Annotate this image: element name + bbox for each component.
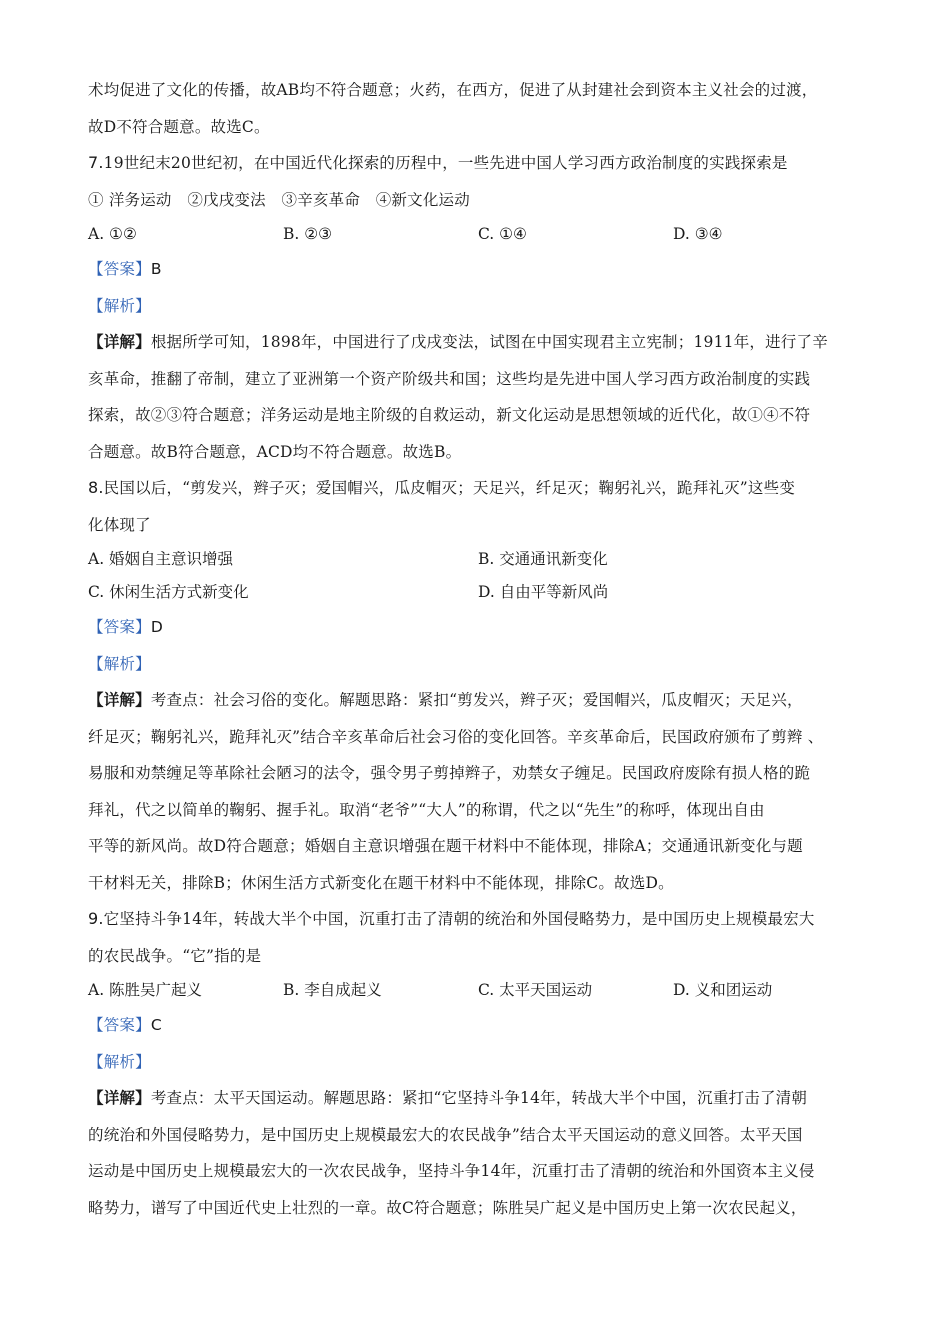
detail-line: 易服和劝禁缠足等革除社会陋习的法令，强令男子剪掉辫子，劝禁女子缠足。民国政府废除有损人格的跪 xyxy=(88,764,811,782)
question-7-options xyxy=(88,218,868,251)
analysis-tag: 【解析】 xyxy=(88,654,151,673)
question-number: 8. xyxy=(88,478,104,497)
detail-line: 略势力，谱写了中国近代史上壮烈的一章。故C符合题意；陈胜吴广起义是中国历史上第一次农民起义， xyxy=(88,1198,807,1217)
continuation-line: 术均促进了文化的传播，故AB均不符合题意；火药，在西方，促进了从封建社会到资本主义社会的过渡， xyxy=(88,81,818,99)
option-a: A. 陈胜吴广起义 xyxy=(88,981,203,999)
continuation-line: 故D不符合题意。故选C。 xyxy=(88,117,270,136)
detail-line: 运动是中国历史上规模最宏大的一次农民战争，坚持斗争14年，沉重打击了清朝的统治和外国资本主义侵 xyxy=(88,1162,815,1180)
question-8-stem-cont: 化体现了 xyxy=(88,515,151,534)
detail-tag: 【详解】 xyxy=(88,1088,151,1107)
detail-line: 纤足灭；鞠躬礼兴，跪拜礼灭”结合辛亥革命后社会习俗的变化回答。辛亥革命后，民国政府颁布了剪辫 、 xyxy=(88,727,824,746)
question-8-options-row-2 xyxy=(88,576,868,609)
question-9-stem: 9.它坚持斗争14年，转战大半个中国，沉重打击了清朝的统治和外国侵略势力，是中国历史上规模最宏大 xyxy=(88,909,815,928)
document-page xyxy=(88,72,868,1226)
answer-line xyxy=(88,251,868,288)
option-d: D. ③④ xyxy=(673,225,723,243)
detail-line: 探索，故②③符合题意；洋务运动是地主阶级的自救运动，新文化运动是思想领域的近代化，故①④不符 xyxy=(88,406,811,424)
option-a: A. ①② xyxy=(88,225,137,243)
detail-line: 合题意。故B符合题意，ACD均不符合题意。故选B。 xyxy=(88,442,462,461)
question-7-stem: 7.19世纪末20世纪初，在中国近代化探索的历程中，一些先进中国人学习西方政治制度的实践探索是 xyxy=(88,153,788,172)
question-9-stem-cont: 的农民战争。“它”指的是 xyxy=(88,946,262,965)
option-d: D. 自由平等新风尚 xyxy=(478,583,609,601)
option-c: C. 休闲生活方式新变化 xyxy=(88,583,249,601)
detail-line: 平等的新风尚。故D符合题意；婚姻自主意识增强在题干材料中不能体现，排除A；交通通讯新变化与题 xyxy=(88,837,803,855)
detail-line: 【详解】根据所学可知，1898年，中国进行了戊戌变法，试图在中国实现君主立宪制；1911年，进行了辛 xyxy=(88,332,828,351)
detail-tag: 【详解】 xyxy=(88,332,151,351)
option-c: C. 太平天国运动 xyxy=(478,981,593,999)
option-b: B. 交通通讯新变化 xyxy=(478,550,608,568)
question-8-options-row-1 xyxy=(88,543,868,576)
option-b: B. 李自成起义 xyxy=(283,981,382,999)
answer-value: C xyxy=(150,1016,162,1034)
detail-line: 亥革命，推翻了帝制，建立了亚洲第一个资产阶级共和国；这些均是先进中国人学习西方政治制度的实践 xyxy=(88,369,811,388)
detail-line: 【详解】考查点：太平天国运动。解题思路：紧扣“它坚持斗争14年，转战大半个中国，沉重打击了清朝 xyxy=(88,1088,808,1107)
option-a: A. 婚姻自主意识增强 xyxy=(88,550,234,568)
answer-tag: 【答案】 xyxy=(88,618,151,636)
answer-line xyxy=(88,609,868,646)
detail-line: 【详解】考查点：社会习俗的变化。解题思路：紧扣“剪发兴，辫子灭；爱国帽兴，瓜皮帽灭；天足兴， xyxy=(88,690,803,709)
answer-tag: 【答案】 xyxy=(88,260,151,278)
question-8-stem: 8.民国以后，“剪发兴，辫子灭；爱国帽兴，瓜皮帽灭；天足兴，纤足灭；鞠躬礼兴，跪拜礼灭”这些变 xyxy=(88,478,796,497)
question-9-options xyxy=(88,974,868,1007)
answer-value: B xyxy=(150,260,162,278)
detail-line: 的统治和外国侵略势力，是中国历史上规模最宏大的农民战争”结合太平天国运动的意义回答。太平天国 xyxy=(88,1125,803,1144)
option-d: D. 义和团运动 xyxy=(673,981,773,999)
option-b: B. ②③ xyxy=(283,225,333,243)
option-c: C. ①④ xyxy=(478,225,527,243)
detail-line: 干材料无关，排除B；休闲生活方式新变化在题干材料中不能体现，排除C。故选D。 xyxy=(88,873,674,892)
analysis-tag: 【解析】 xyxy=(88,1052,151,1071)
detail-line: 拜礼，代之以简单的鞠躬、握手礼。取消“老爷”“大人”的称谓，代之以“先生”的称呼，体现出自由 xyxy=(88,800,765,819)
question-number: 9. xyxy=(88,909,104,928)
answer-value: D xyxy=(150,618,163,636)
question-7-choices-list: ① 洋务运动 ②戊戌变法 ③辛亥革命 ④新文化运动 xyxy=(88,190,470,209)
question-number: 7. xyxy=(88,153,104,172)
answer-tag: 【答案】 xyxy=(88,1016,151,1034)
answer-line xyxy=(88,1007,868,1044)
detail-tag: 【详解】 xyxy=(88,690,151,709)
analysis-tag: 【解析】 xyxy=(88,296,151,315)
